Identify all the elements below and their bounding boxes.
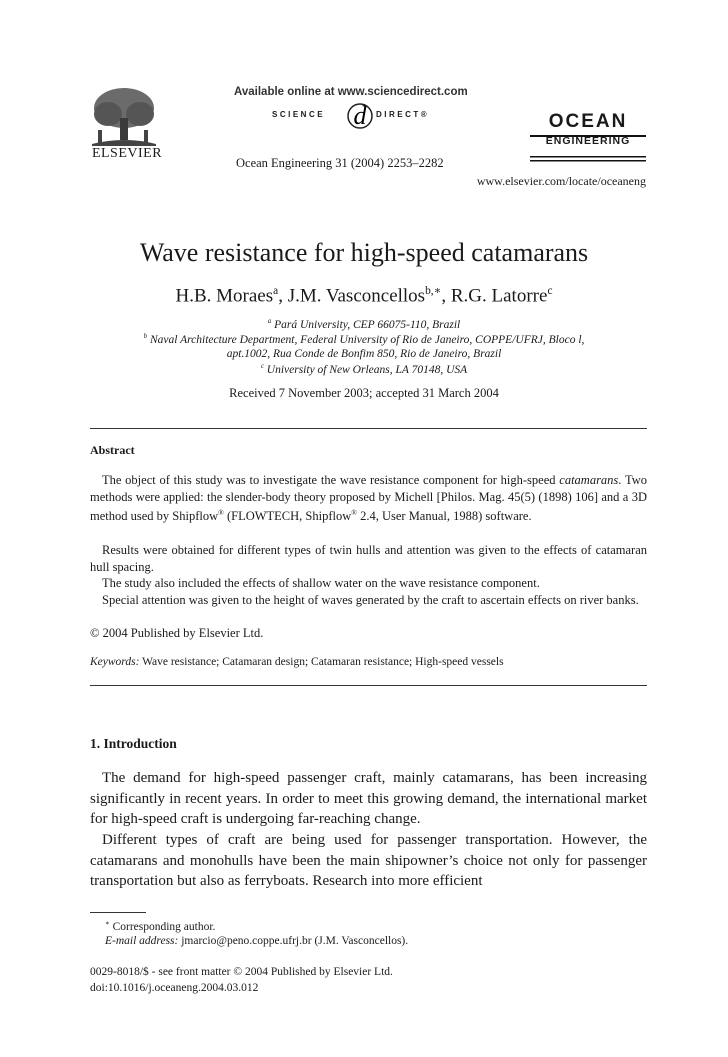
- abstract-paragraph: Results were obtained for different types of twin hulls and attention was given to the effects of catamaran hull spacing.: [90, 543, 647, 574]
- sciencedirect-left: SCIENCE: [272, 110, 326, 119]
- journal-url[interactable]: www.elsevier.com/locate/oceaneng: [476, 174, 646, 188]
- aff-sup: a: [267, 318, 272, 325]
- footnote-mark: ∗: [105, 920, 110, 927]
- affiliation: [0, 318, 728, 331]
- author-sup: c: [547, 285, 553, 297]
- author-name: J.M. Vasconcellos: [287, 285, 426, 307]
- footnote-text: Corresponding author.: [112, 920, 216, 933]
- section-heading: 1. Introduction: [90, 736, 177, 751]
- email-address[interactable]: jmarcio@peno.coppe.ufrj.br (J.M. Vasconcellos).: [181, 935, 409, 947]
- abstract-paragraph: [90, 472, 647, 525]
- copyright-line: © 2004 Published by Elsevier Ltd.: [90, 626, 264, 640]
- body-paragraph: Different types of craft are being used for passenger transportation. However, the catamarans and monohulls have been the main shipowner’s choice not only for passenger transportation but also as ferryboats. Research into more efficient: [90, 832, 647, 889]
- abstract-paragraph: Special attention was given to the height of waves generated by the craft to ascertain effects on river banks.: [102, 593, 639, 607]
- author-sup: b,∗: [425, 285, 442, 297]
- text-run: The object of this study was to investigate the wave resistance component for high-speed: [102, 473, 560, 487]
- registered-mark: ®: [218, 508, 224, 517]
- aff-text: Naval Architecture Department, Federal University of Rio de Janeiro, COPPE/UFRJ, Bloco l,: [149, 333, 585, 346]
- footnote-email: [105, 935, 408, 947]
- received-dates: Received 7 November 2003; accepted 31 March 2004: [229, 386, 499, 400]
- journal-reference: Ocean Engineering 31 (2004) 2253–2282: [236, 156, 444, 170]
- journal-logo-line1: OCEAN: [548, 111, 628, 132]
- aff-text: apt.1002, Rua Conde de Bonfim 850, Rio de Janeiro, Brazil: [226, 348, 502, 360]
- svg-text:d: d: [353, 102, 367, 130]
- text-run: (FLOWTECH, Shipflow: [223, 509, 352, 524]
- doi-line[interactable]: doi:10.1016/j.oceaneng.2004.03.012: [90, 982, 259, 994]
- affiliation: [0, 333, 728, 346]
- affiliation: [0, 363, 728, 376]
- registered-mark: ®: [351, 508, 357, 517]
- keywords-label: Keywords:: [90, 656, 140, 668]
- footnote-corresponding: [105, 919, 215, 933]
- divider: [90, 685, 647, 686]
- aff-sup: c: [260, 363, 264, 370]
- sciencedirect-right: DIRECT®: [376, 110, 430, 119]
- author-name: H.B. Moraes: [175, 285, 274, 307]
- abstract-heading: Abstract: [90, 443, 135, 457]
- aff-sup: b: [143, 333, 148, 340]
- author-name: R.G. Latorre: [450, 285, 548, 307]
- issn-line: 0029-8018/$ - see front matter © 2004 Published by Elsevier Ltd.: [90, 966, 393, 978]
- author-list: H.B. Moraes$^a$, J.M. Vasconcellos$^{b,∗}$, R.G. Latorre$^c$: [175, 285, 553, 307]
- aff-text: Pará University, CEP 66075-110, Brazil: [274, 318, 461, 331]
- text-run: . Two methods were applied: the slender-body theory proposed by Michell [Philos. Mag. 45(5) (1898) 106] and a 3D method used by Shipflow: [90, 473, 647, 524]
- article-title: Wave resistance for high-speed catamarans: [139, 238, 589, 267]
- author-sup: a: [273, 285, 279, 297]
- publisher-name: ELSEVIER: [91, 146, 163, 161]
- body-paragraph: The demand for high-speed passenger craft, mainly catamarans, has been increasing significantly in recent years. In order to meet this growing demand, the international market for high-speed craft is undergoing far-reaching change.: [90, 770, 647, 827]
- aff-text: University of New Orleans, LA 70148, USA: [266, 363, 468, 376]
- email-label: E-mail address:: [105, 935, 179, 947]
- divider: [90, 428, 647, 429]
- keywords-line: [90, 656, 504, 668]
- footnote-rule: [90, 912, 146, 913]
- affiliation: [0, 348, 728, 360]
- journal-logo-line2: ENGINEERING: [545, 135, 631, 147]
- abstract-paragraph: The study also included the effects of shallow water on the wave resistance component.: [102, 576, 540, 590]
- available-online-text: Available online at www.sciencedirect.com: [234, 86, 468, 98]
- text-run: catamarans: [559, 473, 619, 487]
- text-run: 2.4, User Manual, 1988) software.: [356, 509, 532, 524]
- keywords-text: Wave resistance; Catamaran design; Catamaran resistance; High-speed vessels: [142, 656, 504, 668]
